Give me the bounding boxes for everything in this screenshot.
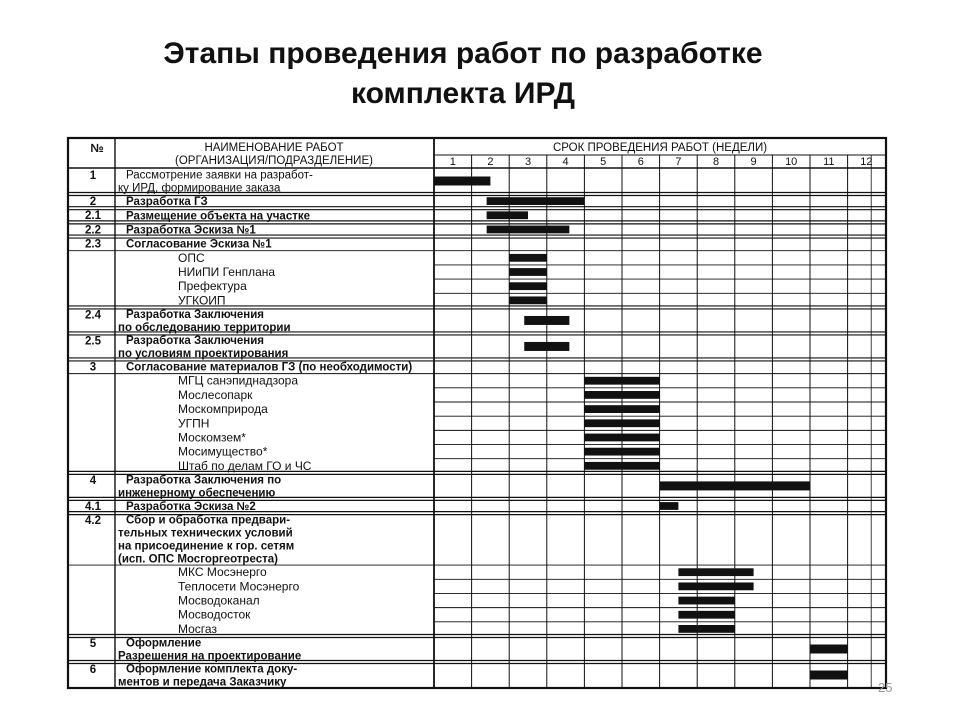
slide-title-line-2: комплекта ИРД [351, 77, 575, 110]
row-num: 5 [89, 638, 97, 650]
row-label: Размещение объекта на участке [126, 210, 311, 223]
row-num: 2 [89, 196, 97, 208]
week-label: 3 [524, 156, 532, 168]
row-num: 2.5 [85, 335, 101, 348]
row-label: Согласование Эскиза №1 [126, 238, 272, 251]
gantt-bar [487, 211, 528, 219]
row-label: Разрешения на проектирование [118, 650, 302, 663]
row-label: Разработка Заключения [126, 308, 264, 321]
gantt-bar [434, 177, 490, 186]
week-label: 11 [823, 156, 835, 168]
gantt-bar [678, 611, 734, 619]
week-label: 12 [860, 156, 873, 168]
gantt-bar [509, 254, 547, 262]
week-label: 1 [449, 156, 456, 168]
header-name-line-2: (ОРГАНИЗАЦИЯ/ПОДРАЗДЕЛЕНИЕ) [175, 155, 373, 167]
gantt-bar [524, 342, 569, 351]
row-num: 4.2 [85, 515, 101, 528]
row-label: Оформление комплекта доку- [126, 663, 298, 676]
gantt-bar [509, 268, 547, 276]
row-label: Рассмотрение заявки на разработ- [126, 169, 313, 182]
row-label: (исп. ОПС Мосгоргеотреста) [118, 553, 278, 566]
gantt-bar [584, 377, 659, 385]
row-label: по условиям проектирования [118, 347, 289, 360]
row-num: 3 [89, 361, 97, 374]
row-label: тельных технических условий [118, 527, 293, 540]
slide-title-line-1: Этапы проведения работ по разработке [163, 37, 763, 70]
gantt-bar [678, 582, 753, 590]
week-label: 8 [712, 156, 720, 168]
gantt-bar [487, 226, 570, 234]
row-label: ку ИРД, формирование заказа [118, 182, 281, 195]
gantt-bar [660, 502, 679, 510]
gantt-bar [524, 316, 569, 325]
gantt-bar [678, 625, 734, 633]
row-label: Разработка Заключения [126, 334, 264, 347]
row-label: Мосгаз [178, 621, 217, 636]
row-label: Мосимущество* [178, 444, 268, 459]
row-label: МКС Мосэнерго [178, 565, 267, 580]
row-label: на присоединение к гор. сетям [118, 540, 295, 553]
row-label: по обследованию территории [118, 321, 291, 334]
row-num: 2.2 [85, 224, 101, 237]
week-label: 4 [562, 156, 569, 168]
gantt-bar [584, 448, 659, 456]
row-label: Согласование материалов ГЗ (по необходимости) [126, 361, 413, 374]
week-label: 5 [600, 156, 607, 168]
row-label: Теплосети Мосэнерго [178, 579, 300, 594]
row-num: 4.1 [85, 500, 101, 513]
row-label: инженерному обеспечению [118, 487, 276, 500]
week-label: 10 [785, 156, 798, 168]
row-label: Штаб по делам ГО и ЧС [178, 458, 312, 473]
row-label: УГКОИП [178, 293, 226, 308]
week-label: 7 [675, 156, 682, 168]
row-label: ОПС [178, 250, 205, 265]
gantt-bar [509, 282, 547, 290]
row-label: Разработка Эскиза №1 [126, 224, 256, 237]
row-num: 2.1 [85, 210, 101, 223]
gantt-bar [584, 405, 659, 413]
gantt-bar [584, 434, 659, 442]
row-label: Мосводосток [178, 607, 251, 622]
gantt-bar [660, 481, 810, 490]
gantt-bar [509, 296, 547, 304]
row-num: 4 [89, 474, 97, 487]
row-num: 2.4 [85, 309, 101, 322]
row-label: НИиПИ Генплана [178, 265, 276, 279]
row-label: Мослесопарк [178, 387, 253, 402]
row-label: ментов и передача Заказчику [118, 676, 287, 689]
gantt-bar [584, 462, 659, 470]
row-label: Оформление [126, 637, 202, 650]
gantt-bar [584, 419, 659, 427]
gantt-bar [584, 391, 659, 399]
slide-number: 25 [878, 680, 893, 695]
row-num: 6 [89, 664, 97, 676]
row-label: Москомприрода [178, 402, 268, 417]
week-label: 9 [750, 156, 757, 168]
row-num: 1 [89, 170, 97, 182]
gantt-bar [678, 597, 734, 605]
row-label: Москомзем* [178, 430, 246, 445]
row-label: УГПН [178, 416, 210, 431]
row-num: 2.3 [85, 238, 101, 251]
row-label: Сбор и обработка предвари- [126, 514, 291, 527]
row-label: Разработка ГЗ [126, 196, 208, 209]
row-label: Мосводоканал [178, 593, 260, 608]
row-label: Разработка Эскиза №2 [126, 501, 256, 513]
gantt-bar [810, 671, 848, 680]
week-label: 6 [637, 156, 644, 168]
row-label: Разработка Заключения по [126, 474, 282, 487]
gantt-bar [810, 645, 848, 654]
week-label: 2 [487, 156, 494, 168]
header-period: СРОК ПРОВЕДЕНИЯ РАБОТ (НЕДЕЛИ) [552, 142, 768, 154]
row-label: МГЦ санэпиднадзора [178, 373, 299, 388]
header-name-line-1: НАИМЕНОВАНИЕ РАБОТ [204, 142, 344, 154]
gantt-bar [678, 568, 753, 576]
header-num: № [90, 141, 104, 155]
row-label: Префектура [178, 279, 247, 294]
gantt-bar [487, 197, 585, 205]
